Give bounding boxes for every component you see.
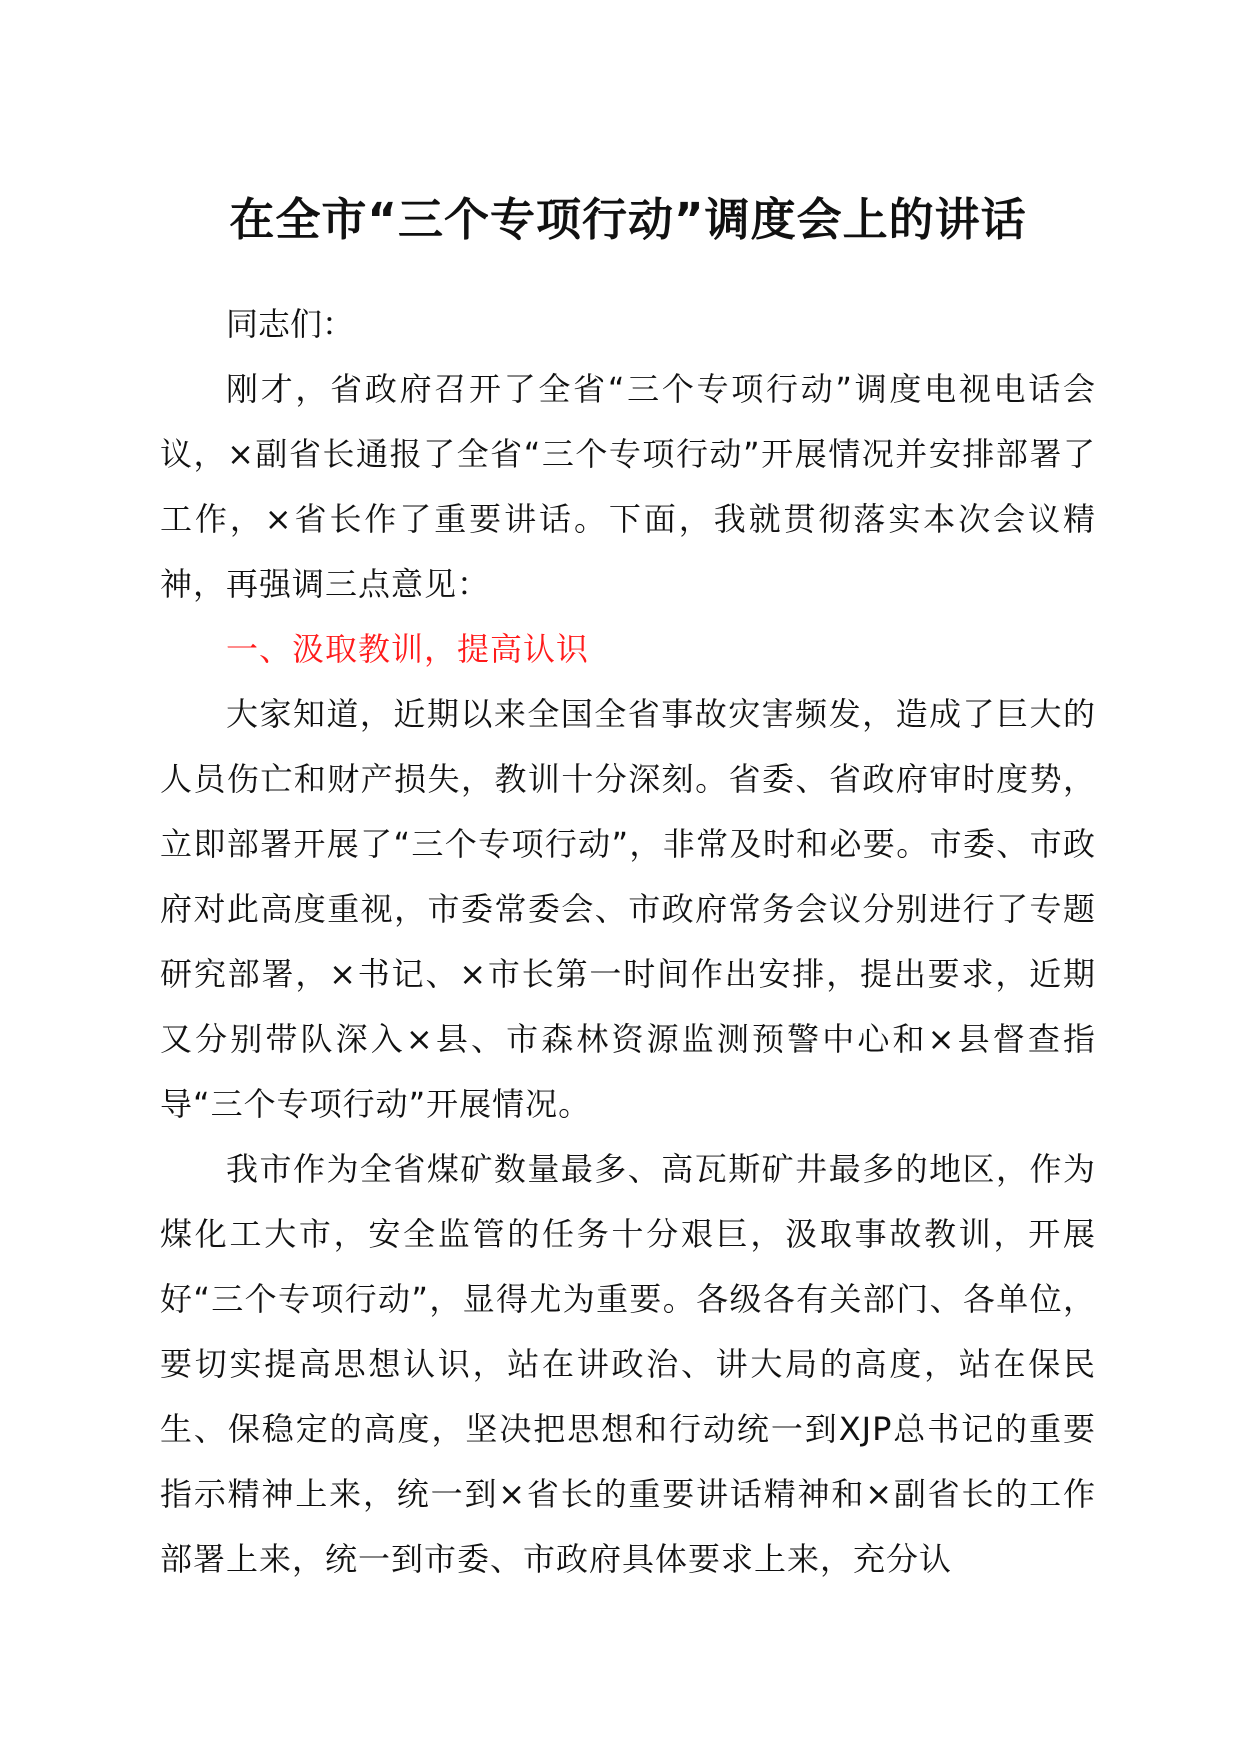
- document-title: 在全市“三个专项行动”调度会上的讲话: [229, 193, 1027, 246]
- paragraph-intro: 刚才，省政府召开了全省“三个专项行动”调度电视电话会议，×副省长通报了全省“三个专项行动”开展情况并安排部署了工作，×省长作了重要讲话。下面，我就贯彻落实本次会议精神，再强调三点意见：: [160, 370, 1096, 603]
- section-heading-1: 一、汲取教训，提高认识: [226, 630, 590, 668]
- greeting: 同志们：: [226, 305, 355, 343]
- document-page: [160, 190, 1096, 1592]
- paragraph-city-role: 我市作为全省煤矿数量最多、高瓦斯矿井最多的地区，作为煤化工大市，安全监管的任务十分艰巨，汲取事故教训，开展好“三个专项行动”，显得尤为重要。各级各有关部门、各单位，要切实提高思想认识，站在讲政治、讲大局的高度，站在保民生、保稳定的高度，坚决把思想和行动统一到XJP总书记的重要指示精神上来，统一到×省长的重要讲话精神和×副省长的工作部署上来，统一到市委、市政府具体要求上来，充分认: [160, 1150, 1096, 1578]
- paragraph-lessons: 大家知道，近期以来全国全省事故灾害频发，造成了巨大的人员伤亡和财产损失，教训十分深刻。省委、省政府审时度势，立即部署开展了“三个专项行动”，非常及时和必要。市委、市政府对此高度重视，市委常委会、市政府常务会议分别进行了专题研究部署，×书记、×市长第一时间作出安排，提出要求，近期又分别带队深入×县、市森林资源监测预警中心和×县督查指导“三个专项行动”开展情况。: [160, 695, 1096, 1123]
